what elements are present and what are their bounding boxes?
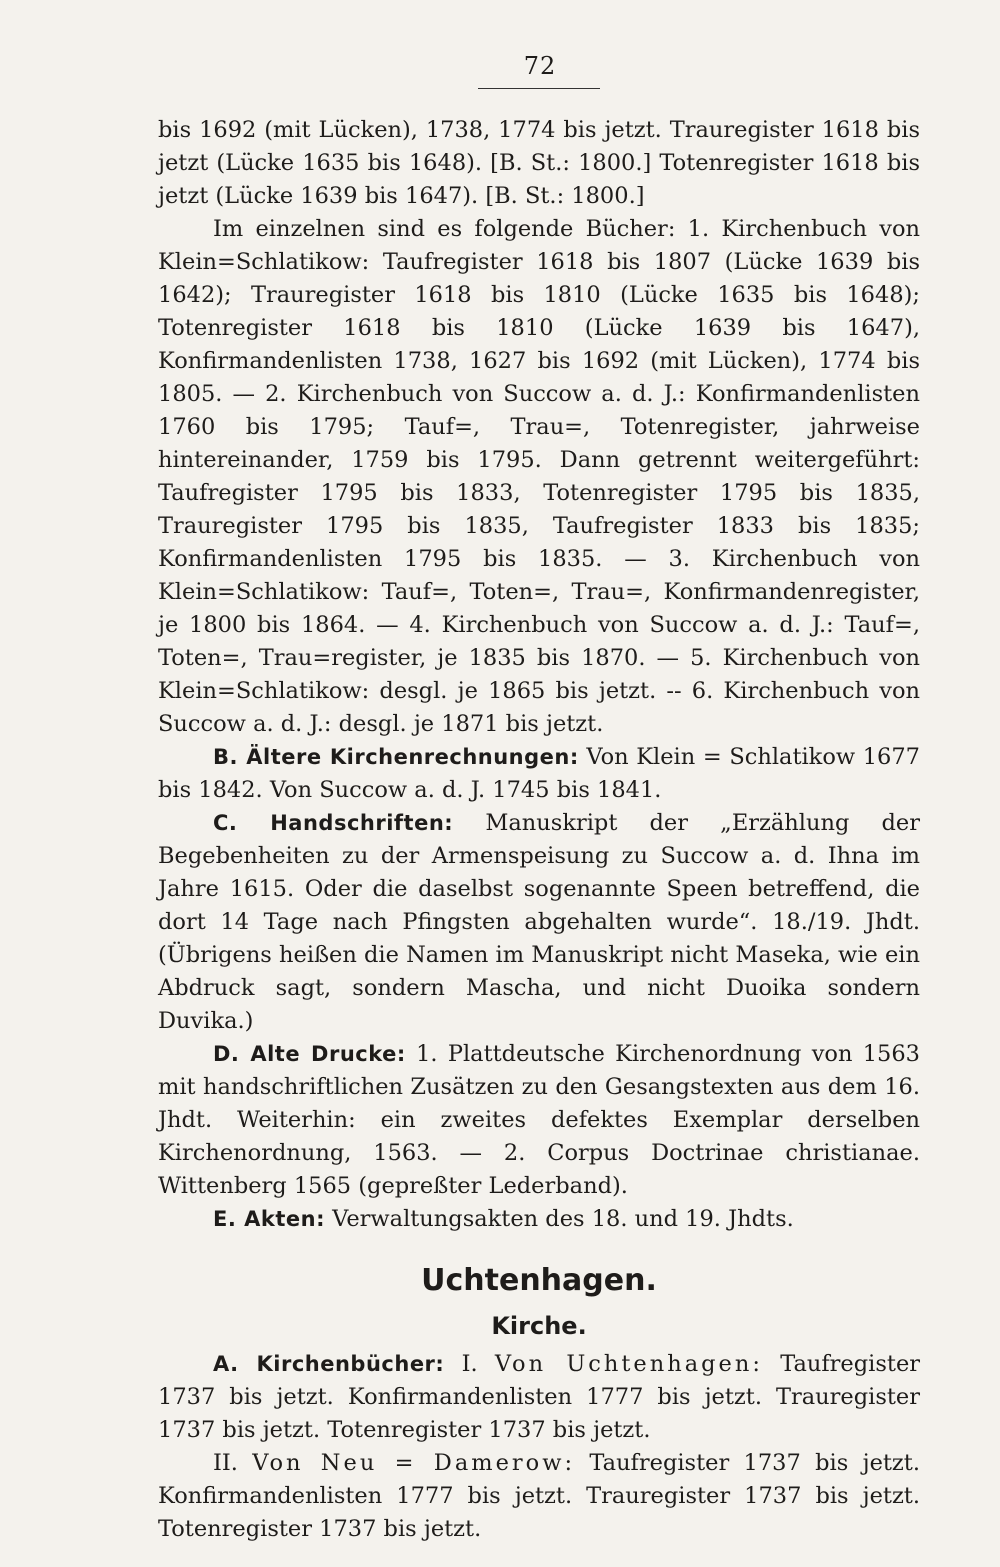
place-title: Uchtenhagen. <box>421 1263 657 1298</box>
section-a-number: I. <box>461 1351 478 1377</box>
church-title: Kirche. <box>491 1312 587 1340</box>
section-b-heading: B. Ältere Kirchenrechnungen: <box>213 745 579 769</box>
paragraph-continuation: bis 1692 (mit Lücken), 1738, 1774 bis jetzt. Trauregister 1618 bis jetzt (Lücke 1635 bis 1648). [B. St.: 1800.] Totenregister 1618 bis jetzt (Lücke 1639 bis 1647). [B. St.: 1800.] <box>158 117 920 209</box>
section-e-heading: E. Akten: <box>213 1207 325 1231</box>
section-a-uchtenhagen <box>158 1348 920 1447</box>
section-ii-place: Von Neu = Damerow: <box>252 1450 576 1476</box>
section-a-place: Von Uchtenhagen: <box>494 1351 763 1377</box>
section-a-heading: A. Kirchenbücher: <box>213 1352 445 1376</box>
section-c <box>158 807 920 1038</box>
section-e-text: Verwaltungsakten des 18. und 19. Jhdts. <box>332 1206 794 1232</box>
section-b <box>158 741 920 807</box>
section-ii-text: Taufregister 1737 bis jetzt. Konfirmandenlisten 1777 bis jetzt. Trauregister 1737 bis jetzt. Totenregister 1737 bis jetzt. <box>158 1450 920 1542</box>
paragraph-book-list: Im einzelnen sind es folgende Bücher: 1. Kirchenbuch von Klein=Schlatikow: Taufregister 1618 bis 1807 (Lücke 1639 bis 1642); Trauregister 1618 bis 1810 (Lücke 1635 bis 1648); Totenregister 1618 bis 1810 (Lücke 1639 bis 1647), Konfirmandenlisten 1738, 1627 bis 1692 (mit Lücken), 1774 bis 1805. — 2. Kirchenbuch von Succow a. d. J.: Konfirmandenlisten 1760 bis 1795; Tauf=, Trau=, Totenregister, jahrweise hintereinander, 1759 bis 1795. Dann getrennt weitergeführt: Taufregister 1795 bis 1833, Totenregister 1795 bis 1835, Trauregister 1795 bis 1835, Taufregister 1833 bis 1835; Konfirmandenlisten 1795 bis 1835. — 3. Kirchenbuch von Klein=Schlatikow: Tauf=, Toten=, Trau=, Konfirmandenregister, je 1800 bis 1864. — 4. Kirchenbuch von Succow a. d. J.: Tauf=, Toten=, Trau=register, je 1835 bis 1870. — 5. Kirchenbuch von Klein=Schlatikow: desgl. je 1865 bis jetzt. -- 6. Kirchenbuch von Succow a. d. J.: desgl. je 1871 bis jetzt. <box>158 216 920 737</box>
section-d-heading: D. Alte Drucke: <box>213 1042 406 1066</box>
section-ii-neu-damerow <box>158 1447 920 1546</box>
section-c-heading: C. Handschriften: <box>213 811 454 835</box>
section-c-text: Manuskript der „Erzählung der Begebenheiten zu der Armenspeisung zu Succow a. d. Ihna im Jahre 1615. Oder die daselbst sogenannte Speen betreffend, die dort 14 Tage nach Pfingsten abgehalten wurde“. 18./19. Jhdt. (Übrigens heißen die Namen im Manuskript nicht Maseka, wie ein Abdruck sagt, sondern Mascha, und nicht Duoika sondern Duvika.) <box>158 810 920 1034</box>
section-a-text: Taufregister 1737 bis jetzt. Konfirmandenlisten 1777 bis jetzt. Trauregister 1737 bis jetzt. Totenregister 1737 bis jetzt. <box>158 1351 921 1443</box>
section-b-text: Von Klein = Schlatikow 1677 bis 1842. Von Succow a. d. J. 1745 bis 1841. <box>158 744 920 803</box>
page-number-rule <box>478 88 600 89</box>
section-d <box>158 1038 920 1203</box>
section-ii-number: II. <box>213 1450 238 1476</box>
body-text <box>158 114 920 1546</box>
page-number: 72 <box>523 52 557 80</box>
section-d-text: 1. Plattdeutsche Kirchenordnung von 1563 mit handschriftlichen Zusätzen zu den Gesangstexten aus dem 16. Jhdt. Weiterhin: ein zweites defektes Exemplar derselben Kirchenordnung, 1563. — 2. Corpus Doctrinae christianae. Wittenberg 1565 (gepreßter Lederband). <box>158 1041 920 1199</box>
section-e <box>158 1203 920 1236</box>
